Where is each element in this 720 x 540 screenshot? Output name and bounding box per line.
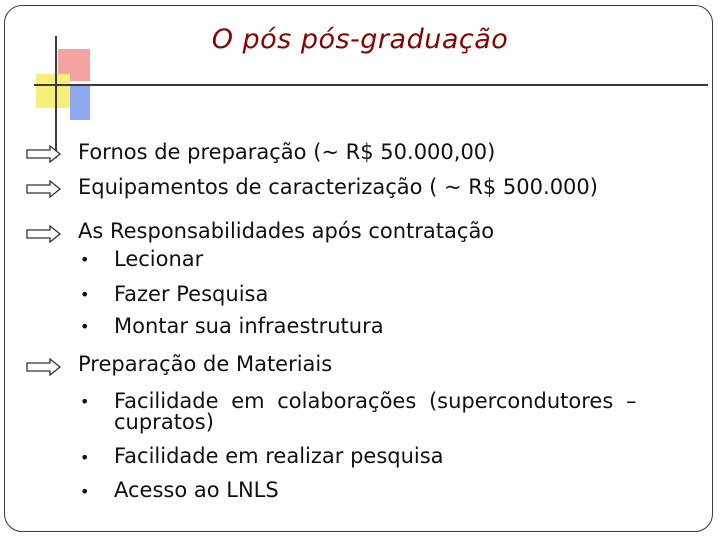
bullet-marker: • <box>80 482 90 501</box>
decor-horizontal-line <box>34 84 708 86</box>
list-item-preparacao: Preparação de Materiais <box>78 352 333 376</box>
list-item-fornos: Fornos de preparação (~ R$ 50.000,00) <box>78 140 496 164</box>
decor-square-yellow <box>36 74 70 108</box>
sub-item-lecionar: Lecionar <box>114 247 204 271</box>
list-item-responsabilidades: As Responsabilidades após contratação <box>78 219 495 243</box>
outline-arrow-icon <box>26 180 62 198</box>
sub-item-lnls: Acesso ao LNLS <box>114 478 279 502</box>
bullet-marker: • <box>80 317 90 336</box>
decor-square-blue <box>70 86 90 120</box>
bullet-marker: • <box>80 285 90 304</box>
sub-item-infraestrutura: Montar sua infraestrutura <box>114 314 384 338</box>
list-item-equipamentos: Equipamentos de caracterização ( ~ R$ 500.000) <box>78 175 598 199</box>
bullet-marker: • <box>80 448 90 467</box>
outline-arrow-icon <box>26 358 62 376</box>
sub-item-colaboracoes: Facilidade em colaborações (supercondutores – cupratos) <box>114 389 637 434</box>
slide-title: O pós pós-graduação <box>211 24 509 55</box>
outline-arrow-icon <box>26 225 62 243</box>
bullet-marker: • <box>80 250 90 269</box>
bullet-marker: • <box>80 392 90 411</box>
outline-arrow-icon <box>26 145 62 163</box>
sub-item-realizar-pesquisa: Facilidade em realizar pesquisa <box>114 444 444 468</box>
sub-item-fazer-pesquisa: Fazer Pesquisa <box>114 282 269 306</box>
